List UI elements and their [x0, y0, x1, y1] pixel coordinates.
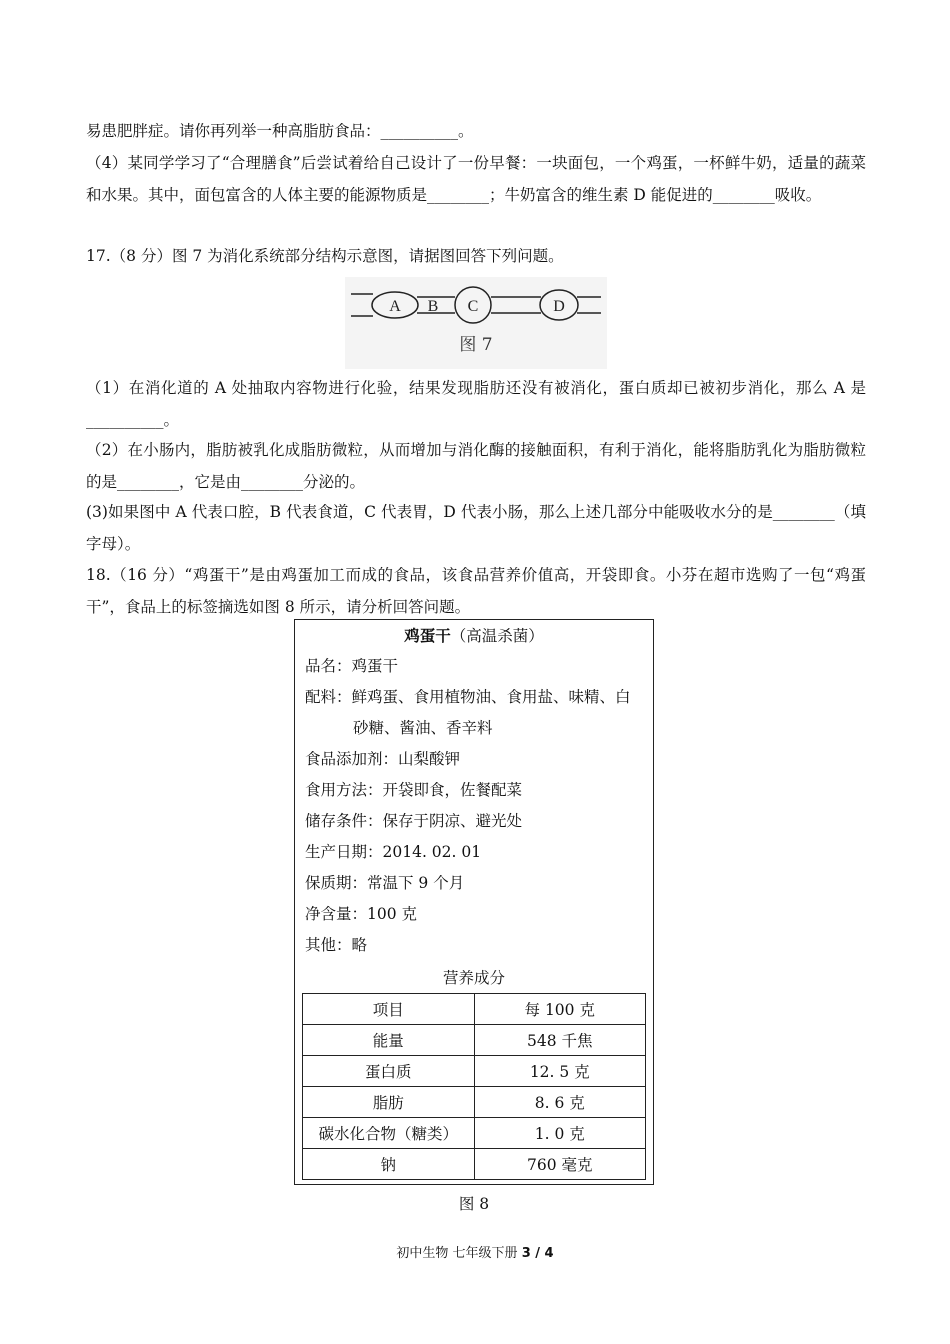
figure-7-caption: 图 7 — [459, 335, 493, 355]
label-additives: 食品添加剂：山梨酸钾 — [305, 750, 461, 768]
footer-subject: 初中生物 七年级下册 — [396, 1246, 522, 1261]
food-label — [294, 619, 654, 1185]
question-18: 18.（16 分）“鸡蛋干”是由鸡蛋加工而成的食品，该食品营养价值高，开袋即食。小芬在超市选购了一包“鸡蛋干”，食品上的标签摘选如图 8 所示，请分析回答问题。 — [86, 566, 866, 616]
paragraph-fat-food: 易患肥胖症。请你再列举一种高脂肪食品：__________。 — [86, 122, 474, 140]
page-footer — [0, 1242, 950, 1261]
question-17-part-1: （1）在消化道的 A 处抽取内容物进行化验，结果发现脂肪还没有被消化，蛋白质却已被初步消化，那么 A 是__________。 — [86, 379, 866, 429]
table-row — [303, 1118, 646, 1149]
label-usage: 食用方法：开袋即食，佐餐配菜 — [305, 781, 523, 799]
nutrition-title: 营养成分 — [442, 969, 505, 987]
nutrition-table — [302, 993, 646, 1180]
label-production-date: 生产日期：2014. 02. 01 — [305, 843, 482, 861]
table-cell: 钠 — [303, 1149, 475, 1180]
question-17: 17.（8 分）图 7 为消化系统部分结构示意图，请据图回答下列问题。 — [86, 247, 564, 265]
table-cell: 1. 0 克 — [474, 1118, 646, 1149]
table-cell: 碳水化合物（糖类） — [303, 1118, 475, 1149]
label-product-name: 品名：鸡蛋干 — [305, 657, 399, 675]
footer-page-number: 3 / 4 — [521, 1246, 554, 1261]
figure7-label-b: B — [427, 298, 439, 315]
figure7-label-c: C — [467, 298, 479, 315]
label-ingredients: 配料：鲜鸡蛋、食用植物油、食用盐、味精、白 — [305, 688, 631, 706]
figure7-label-a: A — [389, 298, 401, 315]
table-cell: 548 千焦 — [474, 1025, 646, 1056]
label-ingredients-cont: 砂糖、酱油、香辛料 — [353, 719, 493, 737]
table-cell: 脂肪 — [303, 1087, 475, 1118]
label-net-weight: 净含量：100 克 — [305, 905, 418, 923]
label-storage: 储存条件：保存于阴凉、避光处 — [305, 812, 523, 830]
figure7-label-d: D — [553, 298, 565, 315]
label-other: 其他：略 — [305, 936, 368, 954]
table-cell: 760 毫克 — [474, 1149, 646, 1180]
figure-7-digestive-diagram — [345, 277, 607, 369]
table-cell: 8. 6 克 — [474, 1087, 646, 1118]
table-row — [303, 1056, 646, 1087]
table-row — [303, 1149, 646, 1180]
table-row — [303, 1087, 646, 1118]
table-cell: 每 100 克 — [474, 994, 646, 1025]
food-label-title — [295, 624, 653, 646]
question-17-part-2: （2）在小肠内，脂肪被乳化成脂肪微粒，从而增加与消化酶的接触面积，有利于消化，能将脂肪乳化为脂肪微粒的是________，它是由________分泌的。 — [86, 441, 866, 491]
food-label-name: 鸡蛋干 — [404, 626, 451, 645]
table-cell: 12. 5 克 — [474, 1056, 646, 1087]
table-row — [303, 994, 646, 1025]
figure-8-caption: 图 8 — [458, 1195, 490, 1213]
table-cell: 能量 — [303, 1025, 475, 1056]
table-row — [303, 1025, 646, 1056]
table-cell: 项目 — [303, 994, 475, 1025]
label-shelf-life: 保质期：常温下 9 个月 — [305, 874, 465, 892]
food-label-title-note: （高温杀菌） — [450, 627, 544, 645]
table-cell: 蛋白质 — [303, 1056, 475, 1087]
question-17-part-3: (3)如果图中 A 代表口腔，B 代表食道，C 代表胃，D 代表小肠，那么上述几部分中能吸收水分的是________（填字母）。 — [86, 503, 866, 553]
paragraph-breakfast: （4）某同学学习了“合理膳食”后尝试着给自己设计了一份早餐：一块面包，一个鸡蛋，一杯鲜牛奶，适量的蔬菜和水果。其中，面包富含的人体主要的能源物质是________；牛奶富含的维生素 D 能促进的________吸收。 — [86, 154, 866, 204]
